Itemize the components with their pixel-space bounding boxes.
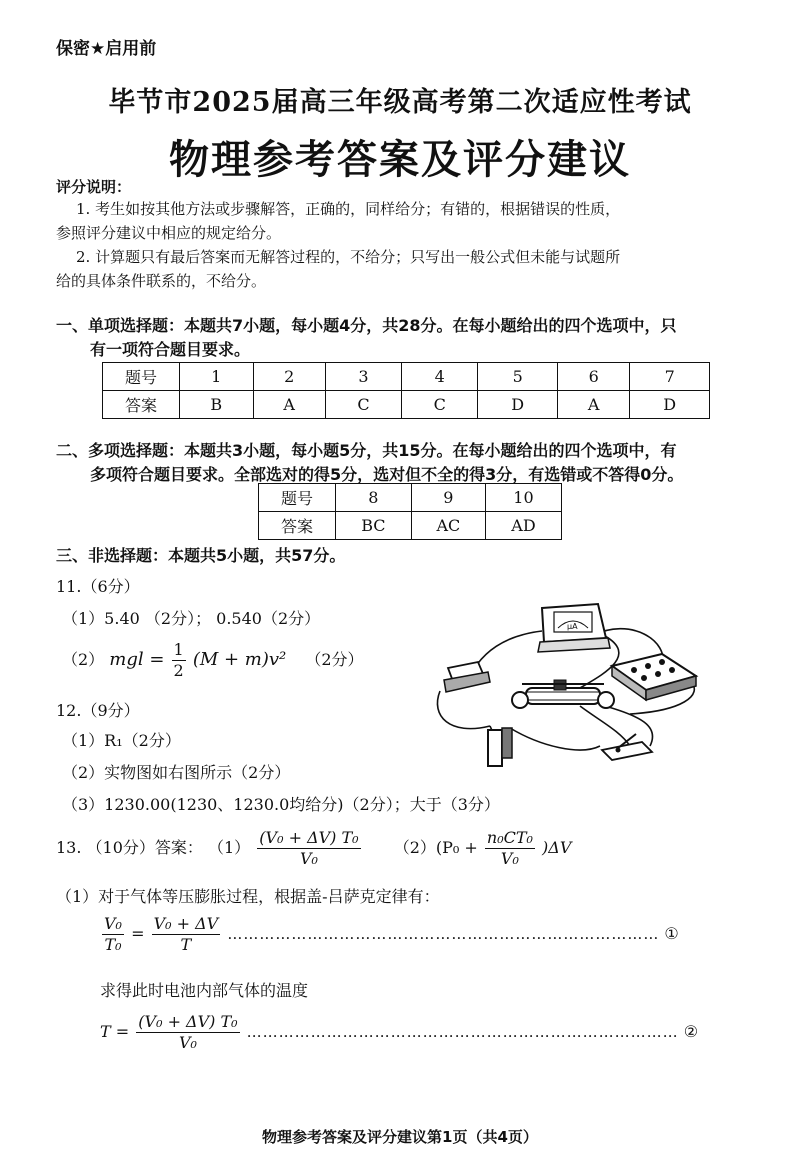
fraction-numerator: (V₀ + ΔV) T₀: [259, 828, 359, 847]
circuit-diagram: [430, 596, 740, 776]
q12-part3: （3）1230.00(1230、1230.0均给分)（2分）；大于（3分）: [62, 795, 500, 814]
notes-item2-line2: 给的具体条件联系的，不给分。: [56, 272, 267, 290]
fraction-numerator: V₀: [104, 914, 122, 933]
notes-item2-line1: 2. 计算题只有最后答案而无解答过程的，不给分；只写出一般公式但未能与试题所: [76, 248, 621, 266]
eq1-right-fraction: [152, 914, 221, 955]
table-cell: A: [253, 391, 325, 419]
q11-formula-lhs: mgl =: [109, 649, 165, 670]
q11-part2-score: （2分）: [305, 650, 364, 669]
q11-half-fraction: [172, 640, 186, 681]
q13-ans1-label: （1）: [208, 838, 251, 857]
notes-item1-line2: 参照评分建议中相应的规定给分。: [56, 224, 282, 242]
q11-formula-rhs: (M + m)v²: [192, 649, 287, 670]
resistor: [444, 662, 490, 692]
q11-part1: （1）5.40 （2分）； 0.540（2分）: [62, 609, 321, 628]
resistance-box: [612, 654, 696, 700]
table-cell: D: [478, 391, 558, 419]
fraction-numerator: V₀ + ΔV: [153, 914, 219, 933]
table-cell: 8: [336, 484, 412, 512]
equation-number: ②: [683, 1022, 699, 1041]
battery: [488, 728, 512, 766]
notes-heading: 评分说明：: [56, 178, 132, 196]
leader-dots: ………………………………………………………………………: [227, 925, 660, 943]
fraction-numerator: 1: [173, 640, 184, 659]
section3-heading: 三、非选择题：本题共5小题，共57分。: [56, 546, 346, 565]
table-row: [259, 512, 562, 540]
table-cell: 1: [180, 363, 254, 391]
section1-intro-line2: 有一项符合题目要求。: [90, 340, 251, 359]
table-row: [103, 391, 710, 419]
q13-ans1-fraction: [257, 828, 360, 869]
q13-ans2-tail: )ΔV: [542, 838, 572, 857]
q13-equation1: $\frac{\text{V₀}}{\text{T₀}}$ = $\frac{\text{V₀ + ΔV}}{T}$ ……………………………………………………………………… ①: [104, 914, 679, 954]
meter-label: μA: [567, 622, 578, 631]
q11-title: 11.（6分）: [56, 577, 140, 596]
q12-part1: （1）R₁（2分）: [62, 731, 181, 750]
eq2-lhs: T =: [100, 1022, 130, 1041]
table-cell: 2: [253, 363, 325, 391]
table-cell: B: [180, 391, 254, 419]
table-cell: 4: [402, 363, 478, 391]
page-footer: 物理参考答案及评分建议第1页（共4页）: [262, 1128, 538, 1146]
table-cell: 6: [558, 363, 630, 391]
fraction-denominator: T: [180, 935, 192, 954]
q13-equation2: [100, 1012, 740, 1053]
section2-intro-line1: 二、多项选择题：本题共3小题，每小题5分，共15分。在每小题给出的四个选项中，有: [56, 441, 677, 460]
eq1-left-fraction: [102, 914, 124, 955]
confidential-mark: 保密★启用前: [56, 39, 157, 59]
multi-choice-answer-table: [258, 483, 562, 540]
notes-item1-line1: 1. 考生如按其他方法或步骤解答，正确的，同样给分；有错的，根据错误的性质，: [76, 200, 621, 218]
table-cell: 7: [630, 363, 710, 391]
table-cell: 答案: [103, 391, 180, 419]
table-cell: D: [630, 391, 710, 419]
q13-step2-text: 求得此时电池内部气体的温度: [100, 981, 309, 1000]
table-cell: 9: [411, 484, 485, 512]
table-cell: AD: [485, 512, 561, 540]
table-row: [259, 484, 562, 512]
table-cell: C: [325, 391, 401, 419]
table-cell: BC: [336, 512, 412, 540]
fraction-denominator: V₀: [178, 1033, 197, 1052]
q13-ans2-fraction: [485, 828, 535, 869]
q13-step1-text: （1）对于气体等压膨胀过程，根据盖-吕萨克定律有：: [56, 887, 440, 906]
q12-title: 12.（9分）: [56, 701, 140, 720]
table-cell: AC: [411, 512, 485, 540]
section1-intro-line1: 一、单项选择题：本题共7小题，每小题4分，共28分。在每小题给出的四个选项中，只: [56, 316, 677, 335]
leader-dots: ………………………………………………………………………: [246, 1023, 679, 1041]
table-cell: A: [558, 391, 630, 419]
fraction-numerator: (V₀ + ΔV) T₀: [138, 1012, 238, 1031]
q13-answer-line: [56, 828, 571, 869]
fraction-numerator: n₀CT₀: [486, 828, 533, 847]
table-cell: C: [402, 391, 478, 419]
table-cell: 答案: [259, 512, 336, 540]
fraction-denominator: 2: [173, 661, 184, 680]
section2-intro-line2: 多项符合题目要求。全部选对的得5分，选对但不全的得3分，有选错或不答得0分。: [90, 465, 684, 484]
table-cell: 题号: [103, 363, 180, 391]
exam-title: 毕节市2025届高三年级高考第二次适应性考试: [108, 87, 692, 118]
fraction-denominator: T₀: [104, 935, 122, 954]
table-cell: 题号: [259, 484, 336, 512]
q11-part2-label: （2）: [62, 650, 105, 669]
fraction-denominator: V₀: [500, 849, 519, 868]
q12-part2: （2）实物图如右图所示（2分）: [62, 763, 291, 782]
single-choice-answer-table: [102, 362, 710, 419]
eq2-fraction: [136, 1012, 239, 1053]
switch: [602, 734, 652, 760]
rheostat: [512, 680, 614, 708]
equation-number: ①: [664, 924, 679, 943]
table-cell: 3: [325, 363, 401, 391]
table-cell: 5: [478, 363, 558, 391]
document-title: 物理参考答案及评分建议: [169, 136, 631, 183]
q13-ans2-label: （2）(P₀ +: [393, 838, 478, 857]
q11-part2: [62, 640, 364, 681]
table-cell: 10: [485, 484, 561, 512]
q13-title: 13. （10分）答案：: [56, 838, 203, 857]
table-row: [103, 363, 710, 391]
fraction-denominator: V₀: [299, 849, 318, 868]
microammeter: [538, 604, 610, 652]
